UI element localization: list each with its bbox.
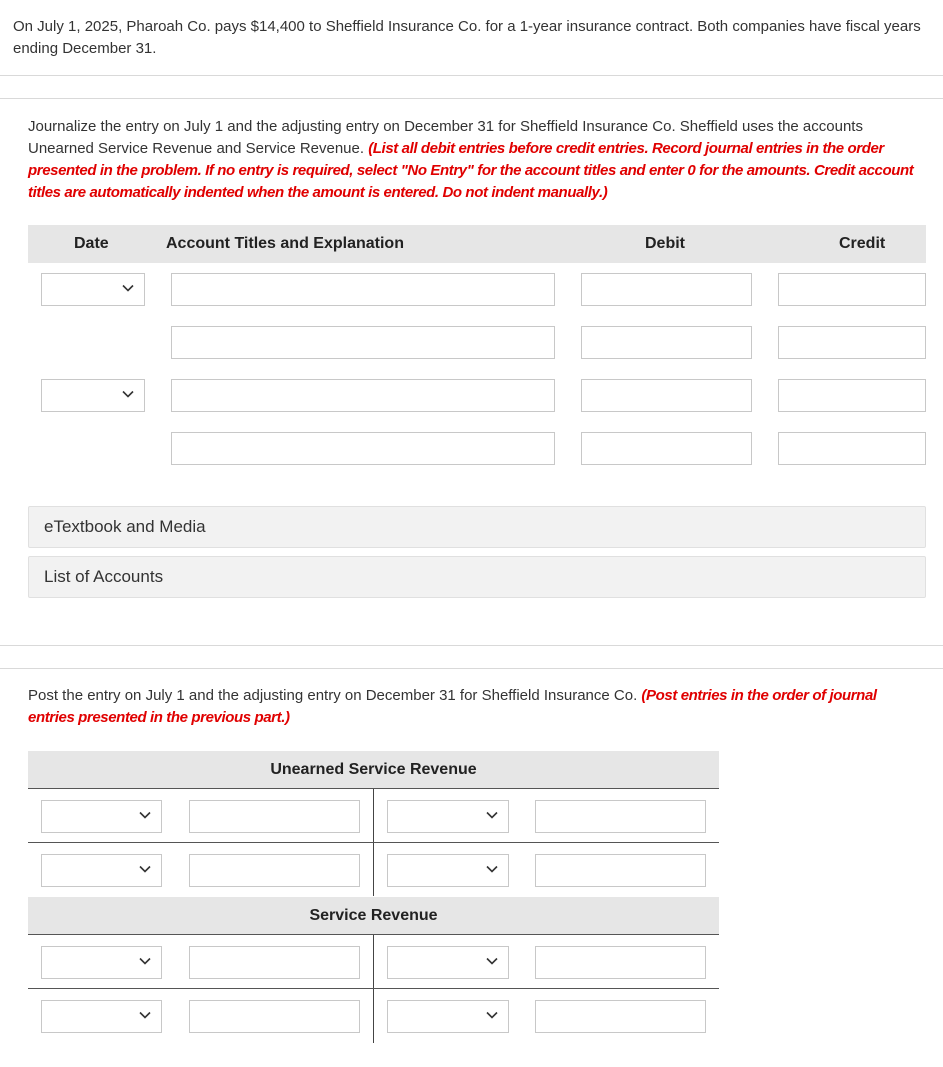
t-account-header: [28, 751, 719, 789]
t-account-row-line: [28, 988, 719, 989]
debit-amount-input[interactable]: [189, 800, 360, 833]
posting-instructions: [28, 685, 923, 729]
chevron-down-icon: [486, 955, 498, 967]
column-credit: Credit: [839, 235, 886, 252]
column-account-titles: Account Titles and Explanation: [166, 235, 404, 252]
debit-date-select[interactable]: [41, 1000, 162, 1033]
journal-table-header: [28, 225, 926, 263]
problem-statement: On July 1, 2025, Pharoah Co. pays $14,400 to Sheffield Insurance Co. for a 1-year insurance contract. Both companies have fiscal years ending December 31.: [13, 18, 921, 57]
date-select[interactable]: [41, 379, 145, 412]
account-title-input[interactable]: [171, 273, 555, 306]
t-account-title: Service Revenue: [309, 907, 438, 924]
debit-input[interactable]: [581, 273, 752, 306]
date-select[interactable]: [41, 273, 145, 306]
credit-amount-input[interactable]: [535, 946, 706, 979]
credit-input[interactable]: [778, 273, 926, 306]
account-title-input[interactable]: [171, 326, 555, 359]
credit-amount-input[interactable]: [535, 854, 706, 887]
chevron-down-icon: [139, 809, 151, 821]
debit-amount-input[interactable]: [189, 854, 360, 887]
debit-input[interactable]: [581, 432, 752, 465]
etextbook-media-button[interactable]: [28, 506, 926, 548]
debit-input[interactable]: [581, 379, 752, 412]
credit-date-select[interactable]: [387, 854, 509, 887]
debit-date-select[interactable]: [41, 854, 162, 887]
t-account-divider: [373, 935, 374, 1043]
list-of-accounts-label: List of Accounts: [44, 567, 164, 586]
journal-instructions: [28, 116, 923, 204]
account-title-input[interactable]: [171, 432, 555, 465]
chevron-down-icon: [139, 863, 151, 875]
credit-input[interactable]: [778, 432, 926, 465]
debit-date-select[interactable]: [41, 800, 162, 833]
t-account-row-line: [28, 842, 719, 843]
column-date: Date: [74, 235, 109, 252]
debit-amount-input[interactable]: [189, 1000, 360, 1033]
credit-date-select[interactable]: [387, 1000, 509, 1033]
credit-input[interactable]: [778, 326, 926, 359]
divider: [0, 75, 943, 76]
column-debit: Debit: [645, 235, 685, 252]
credit-amount-input[interactable]: [535, 800, 706, 833]
chevron-down-icon: [486, 1009, 498, 1021]
list-of-accounts-button[interactable]: [28, 556, 926, 598]
instruction-note: (List all debit entries before credit entries. Record journal entries in the order presented in the problem. If no entry is required, select "No Entry" for the account titles and enter 0 for the amounts. Credit account titles are automatically indented when the amount is entered. Do not indent manually.): [28, 140, 914, 201]
credit-date-select[interactable]: [387, 800, 509, 833]
account-title-input[interactable]: [171, 379, 555, 412]
chevron-down-icon: [122, 282, 134, 294]
chevron-down-icon: [139, 955, 151, 967]
credit-input[interactable]: [778, 379, 926, 412]
chevron-down-icon: [139, 1009, 151, 1021]
divider: [0, 98, 943, 99]
etextbook-media-label: eTextbook and Media: [44, 517, 206, 536]
t-account-header: [28, 897, 719, 935]
posting-instruction-note: (Post entries in the order of journal entries presented in the previous part.): [28, 687, 877, 726]
t-account-title: Unearned Service Revenue: [270, 761, 477, 778]
divider: [0, 645, 943, 646]
credit-date-select[interactable]: [387, 946, 509, 979]
debit-amount-input[interactable]: [189, 946, 360, 979]
posting-instruction-text: Post the entry on July 1 and the adjusting entry on December 31 for Sheffield Insurance Co.: [28, 687, 642, 704]
debit-date-select[interactable]: [41, 946, 162, 979]
instruction-text: Journalize the entry on July 1 and the adjusting entry on December 31 for Sheffield Insurance Co. Sheffield uses the accounts Unearned Service Revenue and Service Revenue.: [28, 118, 863, 157]
chevron-down-icon: [486, 863, 498, 875]
chevron-down-icon: [122, 388, 134, 400]
chevron-down-icon: [486, 809, 498, 821]
divider: [0, 668, 943, 669]
debit-input[interactable]: [581, 326, 752, 359]
credit-amount-input[interactable]: [535, 1000, 706, 1033]
